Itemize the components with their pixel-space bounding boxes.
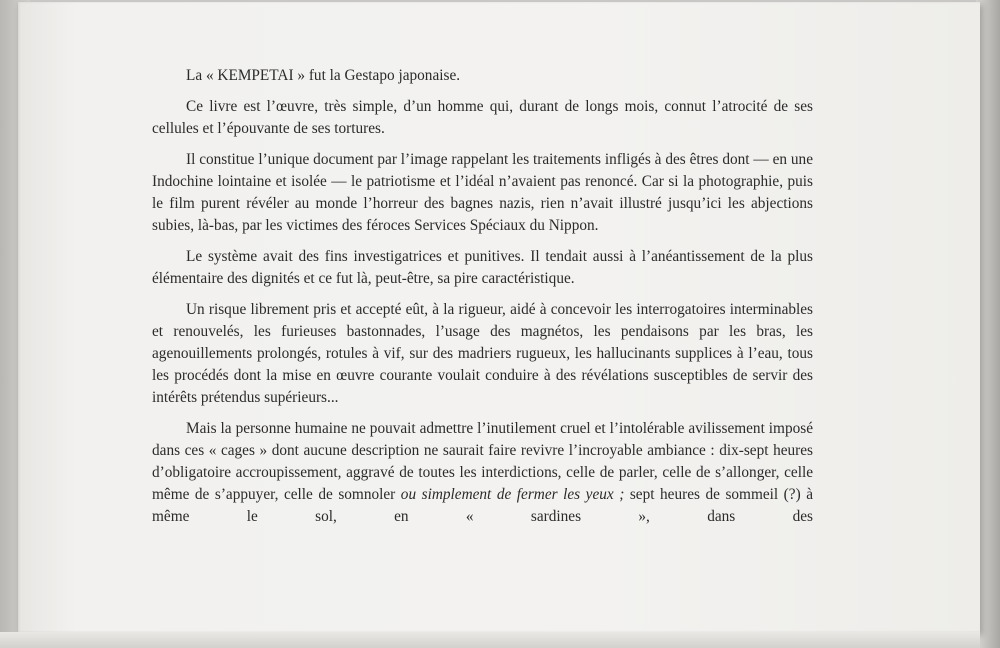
paragraph-2: Ce livre est l’œuvre, très simple, d’un homme qui, durant de longs mois, connut l’atrocité de ses cellules et l’épouvante de ses tortures. <box>152 98 813 137</box>
paragraph-4: Le système avait des fins investigatrices et punitives. Il tendait aussi à l’anéantissement de la plus élémentaire des dignités et ce fut là, peut-être, sa pire caractéristique. <box>152 248 813 287</box>
page-bottom-edge <box>0 632 980 648</box>
paragraph-6-italic: ou simplement de fermer les yeux ; <box>400 486 625 503</box>
paragraph-6-part-2: sept heures de sommeil (?) à même le sol, en « sardines », dans des <box>152 486 813 525</box>
paragraph-6-part-1: Mais la personne humaine ne pouvait admettre l’inutilement cruel et l’intolérable avilissement imposé dans ces « cages » dont aucune description ne saurait faire revivre l’incroyable ambiance : dix-sept heures d’obligatoire accroupissement, aggravé de toutes les interdictions, celle de parler, celle de s’allonger, celle même de s’appuyer, celle de somnoler <box>152 420 813 503</box>
book-page <box>18 2 980 632</box>
paragraph-3: Il constitue l’unique document par l’image rappelant les traitements infligés à des êtres dont — en une Indochine lointaine et isolée — le patriotisme et l’idéal n’avaient pas renoncé. Car si la photographie, puis le film purent révéler au monde l’horreur des bagnes nazis, rien n’avait illustré jusqu’ici les abjections subies, là-bas, par les victimes des féroces Services Spéciaux du Nippon. <box>152 151 813 234</box>
paragraph-title-line: La « KEMPETAI » fut la Gestapo japonaise. <box>186 67 461 84</box>
paragraph-6 <box>152 418 813 528</box>
paragraph-5: Un risque librement pris et accepté eût, à la rigueur, aidé à concevoir les interrogatoires interminables et renouvelés, les furieuses bastonnades, l’usage des magnétos, les pendaisons par les bras, les agenouillements prolongés, rotules à vif, sur des madriers rugueux, les hallucinants supplices à l’eau, tous les procédés dont la mise en œuvre courante voulait conduire à des révélations susceptibles de servir des intérêts prétendus supérieurs... <box>152 301 813 406</box>
page-text-block <box>152 65 813 537</box>
